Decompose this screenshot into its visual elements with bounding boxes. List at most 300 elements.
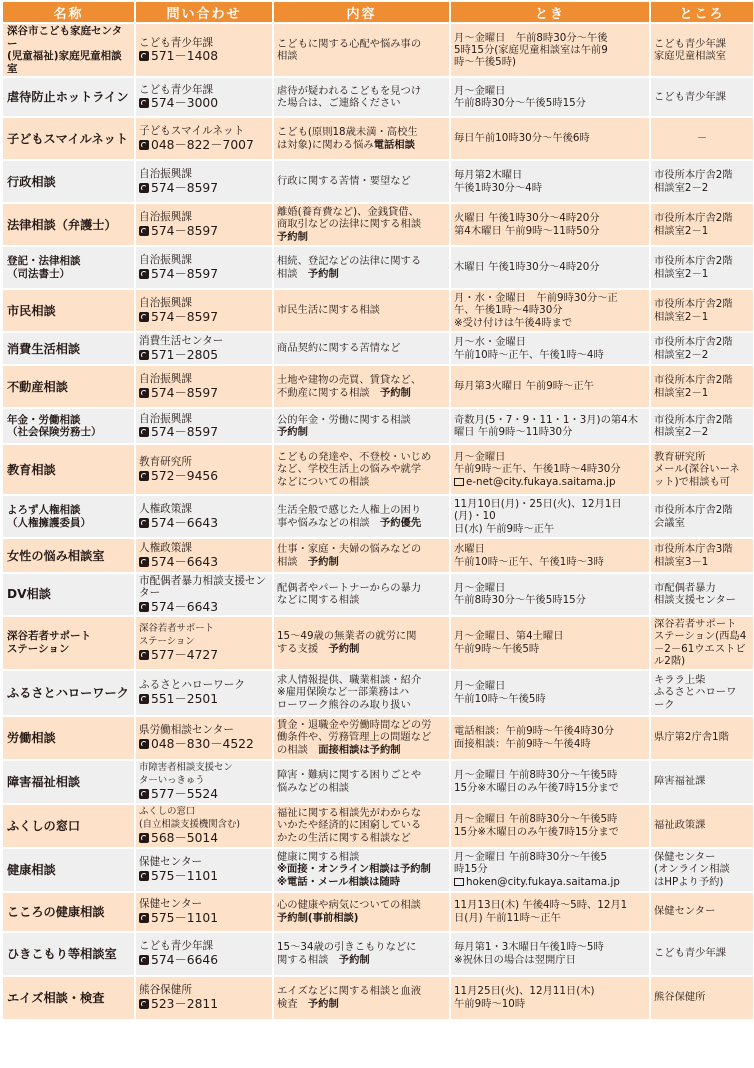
content-cell: [273, 495, 450, 538]
time-cell: [450, 616, 650, 670]
content-cell: [273, 77, 450, 117]
content-note: 予約制: [338, 953, 370, 966]
content-cell: [273, 289, 450, 332]
service-name-text: 女性の悩み相談室: [7, 548, 105, 563]
time-text: 月～金曜日 午前9時～正午、午後1時～4時30分: [454, 451, 621, 476]
service-name: [2, 892, 135, 932]
table-row: [2, 444, 754, 495]
time-text: 毎月第1・3木曜日午後1時～5時 ※祝休日の場合は翌開庁日: [454, 941, 604, 966]
phone-number[interactable]: [139, 737, 269, 751]
service-name: [2, 804, 135, 848]
place-cell: [650, 365, 754, 408]
place-cell: [650, 289, 754, 332]
service-name: [2, 23, 135, 77]
content-cell: [273, 538, 450, 573]
contact-dept: ふるさとハローワーク: [139, 679, 245, 692]
table-row: [2, 289, 754, 332]
phone-number[interactable]: [139, 555, 269, 569]
phone-icon: [139, 518, 149, 528]
time-text: 月～金曜日 午前8時30分～午後5 時15分: [454, 851, 608, 876]
phone-number[interactable]: [139, 648, 269, 662]
time-cell: [450, 365, 650, 408]
consultation-table: [1, 0, 754, 1021]
header-contact: 問い合わせ: [135, 1, 273, 23]
phone-number-text: 571－2805: [151, 347, 219, 362]
header-place: ところ: [650, 1, 754, 23]
content-note: 予約制: [307, 997, 339, 1010]
content-text: 離婚(養育費など)、金銭貸借、 商取引などの法律に関する相談: [277, 206, 422, 231]
contact-dept: 市配偶者暴力相談支援センター: [139, 575, 267, 600]
service-name-text: 教育相談: [7, 462, 56, 477]
table-row: [2, 932, 754, 976]
contact-cell: [135, 444, 273, 495]
table-row: [2, 23, 754, 77]
phone-number[interactable]: [139, 953, 269, 967]
contact-dept: 自治振興課: [139, 254, 192, 267]
time-text: 11月25日(火)、12月11日(木) 午前9時～10時: [454, 985, 595, 1010]
phone-number[interactable]: [139, 224, 269, 238]
phone-icon: [139, 789, 149, 799]
contact-dept: 保健センター: [139, 898, 203, 911]
place-text: 深谷若者サポート ステーション(西島4 －2－61ウエストビ ル2階): [654, 618, 747, 667]
table-row: [2, 892, 754, 932]
time-text: 月～水・金曜日 午前10時～正午、午後1時～4時: [454, 336, 604, 361]
place-cell: [650, 23, 754, 77]
place-cell: [650, 332, 754, 365]
content-note: 面接相談は予約制: [318, 743, 401, 756]
content-note: 予約制: [379, 386, 411, 399]
time-text: 11月10日(月)・25日(火)、12月1日(月)・10 日(水) 午前9時～正午: [454, 498, 622, 535]
email-link[interactable]: [454, 876, 620, 888]
phone-icon: [139, 999, 149, 1009]
service-name-text: 健康相談: [7, 862, 56, 877]
time-cell: [450, 892, 650, 932]
phone-number-text: 523－2811: [151, 996, 219, 1011]
table-header-row: [2, 1, 754, 23]
phone-number-text: 574－8597: [151, 425, 219, 440]
phone-number[interactable]: [139, 600, 269, 614]
phone-number[interactable]: [139, 96, 269, 110]
place-cell: [650, 670, 754, 716]
phone-icon: [139, 650, 149, 660]
phone-number-text: 571－1408: [151, 49, 219, 64]
service-name-text: エイズ相談・検査: [7, 990, 105, 1005]
phone-number-text: 572－9456: [151, 468, 219, 483]
service-name-text: こころの健康相談: [7, 904, 105, 919]
time-text: 奇数月(5・7・9・11・1・3月)の第4木 曜日 午前9時～11時30分: [454, 413, 639, 438]
contact-dept: 自治振興課: [139, 211, 192, 224]
content-cell: [273, 976, 450, 1020]
contact-cell: [135, 408, 273, 444]
content-text: 虐待が疑われるこどもを見つけ た場合は、ご連絡ください: [277, 84, 422, 109]
place-text: －: [696, 132, 708, 145]
phone-icon: [139, 871, 149, 881]
contact-dept: 人権政策課: [139, 542, 192, 555]
time-text: 月～金曜日 午前8時30分～午後5時 15分※木曜日のみ午後7時15分まで: [454, 769, 619, 794]
table-row: [2, 203, 754, 246]
service-name: [2, 670, 135, 716]
content-text: 求人情報提供、職業相談・紹介 ※雇用保険など一部業務はハ ローワーク熊谷のみ取り扱い: [277, 674, 422, 711]
service-name: [2, 616, 135, 670]
time-text: 月～金曜日、第4土曜日 午前9時～午後5時: [454, 630, 564, 655]
content-text: こども(原則18歳未満・高校生 は対象)に関わる悩み: [277, 126, 418, 151]
contact-cell: [135, 573, 273, 616]
service-name-text: 子どもスマイルネット: [7, 131, 129, 146]
contact-cell: [135, 538, 273, 573]
content-note: 予約制: [307, 555, 339, 568]
content-note: 予約制: [307, 267, 339, 280]
time-cell: [450, 117, 650, 160]
contact-dept: こども青少年課: [139, 36, 214, 49]
time-cell: [450, 932, 650, 976]
place-text: 市役所本庁舎3階 相談室3－1: [654, 543, 733, 568]
content-text: 15～34歳の引きこもりなどに 関する相談: [277, 941, 417, 966]
contact-cell: [135, 716, 273, 760]
service-name: [2, 495, 135, 538]
time-cell: [450, 160, 650, 203]
place-cell: [650, 77, 754, 117]
time-text: 毎月第2木曜日 午後1時30分～4時: [454, 169, 542, 194]
phone-icon: [139, 602, 149, 612]
contact-dept: 自治振興課: [139, 168, 192, 181]
content-text: こどもに関する心配や悩み事の 相談: [277, 37, 422, 62]
contact-dept: 県労働相談センター: [139, 724, 234, 737]
phone-icon: [139, 51, 149, 61]
place-text: 市役所本庁舎2階 相談室2－1: [654, 255, 733, 280]
table-row: [2, 77, 754, 117]
phone-number-text: 574－8597: [151, 266, 219, 281]
content-cell: [273, 892, 450, 932]
table-row: [2, 408, 754, 444]
content-note: ※面接・オンライン相談は予約制 ※電話・メール相談は随時: [277, 863, 431, 888]
content-text: 生活全般で感じた人権上の困り 事や悩みなどの相談: [277, 504, 422, 529]
phone-icon: [139, 140, 149, 150]
phone-number-text: 574－6646: [151, 952, 219, 967]
contact-cell: [135, 760, 273, 804]
place-text: 障害福祉課: [654, 775, 706, 788]
place-text: 保健センター: [654, 905, 716, 918]
time-cell: [450, 716, 650, 760]
service-name: [2, 760, 135, 804]
content-cell: [273, 408, 450, 444]
content-cell: [273, 932, 450, 976]
phone-number[interactable]: [139, 267, 269, 281]
time-text: 月・水・金曜日 午前9時30分～正 午、午後1時～4時30分 ※受け付けは午後4時まで: [454, 292, 618, 329]
phone-number[interactable]: [139, 310, 269, 324]
table-row: [2, 117, 754, 160]
phone-number-text: 048－822－7007: [151, 137, 254, 152]
place-cell: [650, 246, 754, 289]
phone-number-text: 574－6643: [151, 515, 219, 530]
contact-dept: 深谷若者サポート ステーション: [139, 623, 215, 647]
phone-number-text: 574－6643: [151, 554, 219, 569]
place-text: 教育研究所 メール(深谷いーネ ット)で相談も可: [654, 451, 740, 488]
table-row: [2, 976, 754, 1020]
contact-dept: 保健センター: [139, 856, 203, 869]
contact-dept: 自治振興課: [139, 412, 192, 425]
place-cell: [650, 444, 754, 495]
service-name: [2, 160, 135, 203]
content-text: 賃金・退職金や労働時間などの労 働条件や、労務管理上の問題など の相談: [277, 719, 432, 756]
time-text: 月～金曜日 午前8時30分～午後5時 15分※木曜日のみ午後7時15分まで: [454, 813, 619, 838]
contact-cell: [135, 203, 273, 246]
content-cell: [273, 23, 450, 77]
contact-cell: [135, 932, 273, 976]
contact-cell: [135, 365, 273, 408]
phone-number[interactable]: [139, 831, 269, 845]
place-cell: [650, 408, 754, 444]
mail-icon: [454, 878, 464, 886]
content-cell: [273, 670, 450, 716]
header-name: 名称: [2, 1, 135, 23]
contact-dept: 教育研究所: [139, 456, 192, 469]
mail-icon: [454, 478, 464, 486]
phone-icon: [139, 427, 149, 437]
phone-number[interactable]: [139, 911, 269, 925]
time-cell: [450, 804, 650, 848]
content-text: 土地や建物の売買、賃貸など、 不動産に関する相談: [277, 374, 422, 399]
place-cell: [650, 117, 754, 160]
place-text: 保健センター (オンライン相談 はHPより予約): [654, 851, 730, 888]
content-text: 公的年金・労働に関する相談: [277, 413, 411, 426]
phone-icon: [139, 388, 149, 398]
phone-icon: [139, 350, 149, 360]
place-text: 市役所本庁舎2階 相談室2－2: [654, 169, 733, 194]
place-text: 市役所本庁舎2階 相談室2－1: [654, 212, 733, 237]
phone-number[interactable]: [139, 425, 269, 439]
content-cell: [273, 848, 450, 892]
contact-cell: [135, 332, 273, 365]
place-cell: [650, 892, 754, 932]
phone-number[interactable]: [139, 997, 269, 1011]
time-cell: [450, 408, 650, 444]
place-text: 市役所本庁舎2階 相談室2－1: [654, 374, 733, 399]
table-row: [2, 538, 754, 573]
phone-number-text: 577－5524: [151, 786, 219, 801]
table-row: [2, 365, 754, 408]
phone-icon: [139, 183, 149, 193]
contact-dept: 自治振興課: [139, 297, 192, 310]
phone-icon: [139, 312, 149, 322]
contact-cell: [135, 160, 273, 203]
service-name-text: 市民相談: [7, 303, 56, 318]
contact-dept: こども青少年課: [139, 83, 214, 96]
service-name: [2, 365, 135, 408]
content-text: 配偶者やパートナーからの暴力 などに関する相談: [277, 582, 422, 607]
place-text: 熊谷保健所: [654, 991, 706, 1004]
time-text: 月～金曜日 午前10時～午後5時: [454, 680, 546, 705]
service-name: [2, 848, 135, 892]
content-cell: [273, 760, 450, 804]
phone-number-text: 574－6643: [151, 599, 219, 614]
service-name: [2, 444, 135, 495]
time-text: 月～金曜日 午前8時30分～午後5時15分: [454, 84, 586, 109]
service-name: [2, 246, 135, 289]
service-name-text: 虐待防止ホットライン: [7, 90, 129, 104]
contact-cell: [135, 976, 273, 1020]
phone-number[interactable]: [139, 787, 269, 801]
content-note: 予約制: [277, 426, 308, 438]
place-text: 市役所本庁舎2階 相談室2－1: [654, 298, 733, 323]
service-name-text: ふくしの窓口: [7, 818, 81, 833]
contact-cell: [135, 246, 273, 289]
phone-icon: [139, 739, 149, 749]
time-text: 電話相談：午前9時～午後4時30分 面接相談：午前9時～午後4時: [454, 725, 615, 750]
table-row: [2, 670, 754, 716]
place-cell: [650, 760, 754, 804]
phone-number-text: 551－2501: [151, 691, 219, 706]
time-cell: [450, 289, 650, 332]
content-note: 予約制: [328, 642, 360, 655]
service-name: [2, 716, 135, 760]
phone-number-text: 568－5014: [151, 830, 219, 845]
email-text: e-net@city.fukaya.saitama.jp: [466, 475, 616, 488]
content-cell: [273, 117, 450, 160]
contact-dept: 熊谷保健所: [139, 984, 192, 997]
service-name-text: 行政相談: [7, 174, 56, 189]
table-row: [2, 716, 754, 760]
table-row: [2, 246, 754, 289]
service-name: [2, 77, 135, 117]
place-text: キララ上柴 ふるさとハローワ ーク: [654, 674, 737, 711]
phone-icon: [139, 913, 149, 923]
place-cell: [650, 203, 754, 246]
contact-cell: [135, 77, 273, 117]
content-note: 予約制: [277, 230, 308, 243]
time-cell: [450, 23, 650, 77]
email-link[interactable]: [454, 476, 616, 488]
service-name-text: 労働相談: [7, 730, 56, 745]
place-text: 市配偶者暴力 相談支援センター: [654, 582, 736, 607]
place-cell: [650, 160, 754, 203]
place-text: 市役所本庁舎2階 相談室2－2: [654, 336, 733, 361]
service-name: [2, 289, 135, 332]
time-cell: [450, 848, 650, 892]
content-cell: [273, 573, 450, 616]
place-cell: [650, 573, 754, 616]
place-text: こども青少年課 家庭児童相談室: [654, 37, 727, 62]
table-row: [2, 160, 754, 203]
phone-icon: [139, 833, 149, 843]
phone-number[interactable]: [139, 386, 269, 400]
content-note: 予約優先: [379, 516, 422, 529]
contact-cell: [135, 848, 273, 892]
content-text: こどもの発達や、不登校・いじめ など、学校生活上の悩みや就学 などについての相談: [277, 451, 432, 488]
time-text: 木曜日 午後1時30分～4時20分: [454, 261, 600, 274]
contact-dept: ふくしの窓口 (自立相談支援機関含む): [139, 806, 241, 830]
time-text: 11月13日(木) 午後4時～5時、12月1 日(月) 午前11時～正午: [454, 899, 628, 924]
content-note: 予約制(事前相談): [277, 911, 359, 924]
phone-number-text: 574－3000: [151, 96, 219, 111]
phone-number[interactable]: [139, 348, 269, 362]
phone-number-text: 577－4727: [151, 647, 219, 662]
phone-number-text: 574－8597: [151, 309, 219, 324]
service-name: [2, 117, 135, 160]
phone-number[interactable]: [139, 516, 269, 530]
content-cell: [273, 444, 450, 495]
time-cell: [450, 246, 650, 289]
content-cell: [273, 616, 450, 670]
content-text: エイズなどに関する相談と血液 検査: [277, 985, 422, 1010]
phone-number-text: 048－830－4522: [151, 736, 254, 751]
service-name-text: よろず人権相談 （人権擁護委員）: [7, 504, 91, 529]
content-cell: [273, 804, 450, 848]
service-name-text: 登記・法律相談 （司法書士）: [7, 255, 81, 280]
phone-number[interactable]: [139, 49, 269, 63]
place-text: 県庁第2庁舎1階: [654, 731, 729, 744]
place-cell: [650, 976, 754, 1020]
contact-dept: 自治振興課: [139, 373, 192, 386]
time-cell: [450, 573, 650, 616]
time-cell: [450, 332, 650, 365]
phone-icon: [139, 557, 149, 567]
phone-number-text: 574－8597: [151, 385, 219, 400]
table-row: [2, 848, 754, 892]
content-text: 相続、登記などの法律に関する 相談: [277, 255, 422, 280]
place-text: こども青少年課: [654, 90, 727, 103]
content-text: 15～49歳の無業者の就労に関 する支援: [277, 630, 417, 655]
phone-number[interactable]: [139, 692, 269, 706]
time-cell: [450, 538, 650, 573]
time-cell: [450, 760, 650, 804]
contact-cell: [135, 804, 273, 848]
phone-number[interactable]: [139, 469, 269, 483]
time-text: 月～金曜日 午前8時30分～午後 5時15分(家庭児童相談室は午前9 時～午後5時): [454, 31, 608, 69]
time-cell: [450, 203, 650, 246]
contact-dept: 市障害者相談支援セン ターいっきゅう: [139, 762, 233, 786]
contact-cell: [135, 289, 273, 332]
service-name: [2, 408, 135, 444]
service-name: [2, 976, 135, 1020]
place-cell: [650, 616, 754, 670]
contact-dept: こども青少年課: [139, 940, 214, 953]
phone-icon: [139, 98, 149, 108]
contact-dept: 人権政策課: [139, 503, 192, 516]
phone-icon: [139, 471, 149, 481]
place-text: 福祉政策課: [654, 819, 706, 832]
time-cell: [450, 670, 650, 716]
place-text: 市役所本庁舎2階 会議室: [654, 504, 733, 529]
phone-number[interactable]: [139, 138, 269, 152]
contact-dept: 消費生活センター: [139, 335, 224, 348]
content-cell: [273, 332, 450, 365]
email-text: hoken@city.fukaya.saitama.jp: [466, 875, 620, 888]
table-row: [2, 760, 754, 804]
table-row: [2, 332, 754, 365]
time-text: 水曜日 午前10時～正午、午後1時～3時: [454, 543, 604, 568]
content-cell: [273, 365, 450, 408]
service-name-text: ひきこもり等相談室: [7, 946, 117, 961]
content-cell: [273, 160, 450, 203]
contact-cell: [135, 616, 273, 670]
service-name: [2, 332, 135, 365]
place-text: 市役所本庁舎2階 相談室2－2: [654, 413, 733, 438]
contact-cell: [135, 23, 273, 77]
phone-number[interactable]: [139, 869, 269, 883]
place-cell: [650, 495, 754, 538]
time-cell: [450, 495, 650, 538]
header-time: とき: [450, 1, 650, 23]
time-text: 毎月第3火曜日 午前9時～正午: [454, 380, 594, 393]
contact-cell: [135, 117, 273, 160]
content-text: 行政に関する苦情・要望など: [277, 175, 411, 188]
content-text: 商品契約に関する苦情など: [277, 342, 401, 355]
phone-number-text: 575－1101: [151, 910, 219, 925]
contact-dept: 子どもスマイルネット: [139, 125, 245, 138]
phone-number[interactable]: [139, 181, 269, 195]
service-name-text: 深谷若者サポート ステーション: [7, 630, 91, 655]
content-text: 仕事・家庭・夫婦の悩みなどの 相談: [277, 543, 422, 568]
